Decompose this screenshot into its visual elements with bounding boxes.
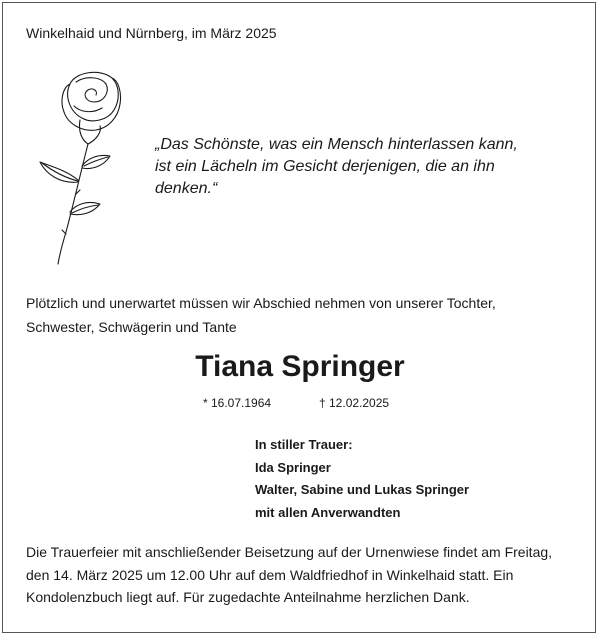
mourner-line: Walter, Sabine und Lukas Springer bbox=[255, 482, 470, 497]
deceased-name: Tiana Springer bbox=[195, 350, 405, 383]
quote-line: ist ein Lächeln im Gesicht derjenigen, die an ihn bbox=[155, 158, 495, 175]
quote bbox=[155, 134, 575, 200]
mourner-line: mit allen Anverwandten bbox=[255, 504, 401, 520]
death-date: † 12.02.2025 bbox=[319, 396, 390, 410]
place-date: Winkelhaid und Nürnberg, im März 2025 bbox=[26, 25, 277, 41]
funeral-line: Die Trauerfeier mit anschließender Beisetzung auf der Urnenwiese findet am Freitag, bbox=[26, 544, 553, 560]
intro-line: Plötzlich und unerwartet müssen wir Abschied nehmen von unserer Tochter, bbox=[26, 295, 496, 311]
quote-line: „Das Schönste, was ein Mensch hinterlassen kann, bbox=[155, 136, 518, 153]
rose-icon bbox=[30, 62, 140, 272]
mourners-block bbox=[255, 434, 469, 524]
funeral-info bbox=[26, 541, 586, 609]
mourner-line: Ida Springer bbox=[255, 459, 331, 475]
quote-line: denken.“ bbox=[155, 180, 218, 197]
funeral-line: den 14. März 2025 um 12.00 Uhr auf dem Waldfriedhof in Winkelhaid statt. Ein bbox=[26, 566, 514, 583]
mourners-heading: In stiller Trauer: bbox=[255, 437, 353, 452]
birth-date: * 16.07.1964 bbox=[203, 396, 272, 410]
intro-text bbox=[26, 291, 586, 339]
funeral-line: Kondolenzbuch liegt auf. Für zugedachte Anteilnahme herzlichen Dank. bbox=[26, 589, 470, 605]
intro-line: Schwester, Schwägerin und Tante bbox=[26, 319, 237, 335]
